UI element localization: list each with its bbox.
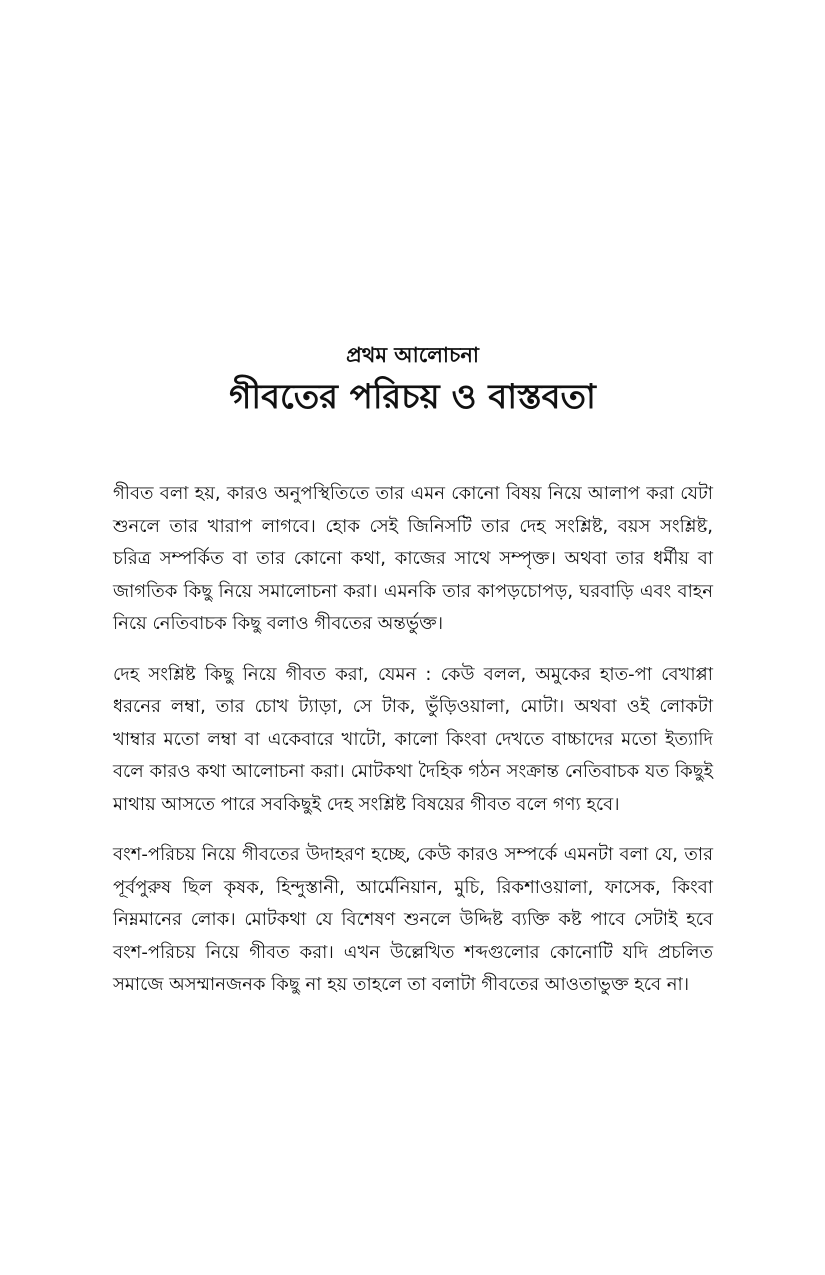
paragraph-lineage-related: বংশ-পরিচয় নিয়ে গীবতের উদাহরণ হচ্ছে, কেউ কারও সম্পর্কে এমনটা বলা যে, তার পূর্বপুরুষ ছিল কৃষক, হিন্দুস্তানী, আর্মেনিয়ান, মুচি, রিকশাওয়ালা, ফাসেক, কিংবা নিম্নমানের লোক। মোটকথা যে বিশেষণ শুনলে উদ্দিষ্ট ব্যক্তি কষ্ট পাবে সেটাই হবে বংশ-পরিচয় নিয়ে গীবত করা। এখন উল্লেখিত শব্দগুলোর কোনোটি যদি প্রচলিত সমাজে অসম্মানজনক কিছু না হয় তাহলে তা বলাটা গীবতের আওতাভুক্ত হবে না। bbox=[113, 844, 713, 995]
paragraph-definition: গীবত বলা হয়, কারও অনুপস্থিতিতে তার এমন কোনো বিষয় নিয়ে আলাপ করা যেটা শুনলে তার খারাপ লাগবে। হোক সেই জিনিসটি তার দেহ সংশ্লিষ্ট, বয়স সংশ্লিষ্ট, চরিত্র সম্পর্কিত বা তার কোনো কথা, কাজের সাথে সম্পৃক্ত। অথবা তার ধর্মীয় বা জাগতিক কিছু নিয়ে সমালোচনা করা। এমনকি তার কাপড়চোপড়, ঘরবাড়ি এবং বাহন নিয়ে নেতিবাচক কিছু বলাও গীবতের অন্তর্ভুক্ত। bbox=[113, 483, 713, 634]
chapter-label: প্রথম আলোচনা bbox=[346, 343, 479, 367]
chapter-title: গীবতের পরিচয় ও বাস্তবতা bbox=[229, 377, 596, 417]
chapter-heading bbox=[0, 340, 825, 420]
body-text bbox=[113, 478, 713, 1020]
paragraph-body-related: দেহ সংশ্লিষ্ট কিছু নিয়ে গীবত করা, যেমন : কেউ বলল, অমুকের হাত-পা বেখাপ্পা ধরনের লম্বা, তার চোখ ট্যাড়া, সে টাক, ভুঁড়িওয়ালা, মোটা। অথবা ওই লোকটা খাম্বার মতো লম্বা বা একেবারে খাটো, কালো কিংবা দেখতে বাচ্চাদের মতো ইত্যাদি বলে কারও কথা আলোচনা করা। মোটকথা দৈহিক গঠন সংক্রান্ত নেতিবাচক যত কিছুই মাথায় আসতে পারে সবকিছুই দেহ সংশ্লিষ্ট বিষয়ের গীবত বলে গণ্য হবে। bbox=[113, 663, 713, 815]
